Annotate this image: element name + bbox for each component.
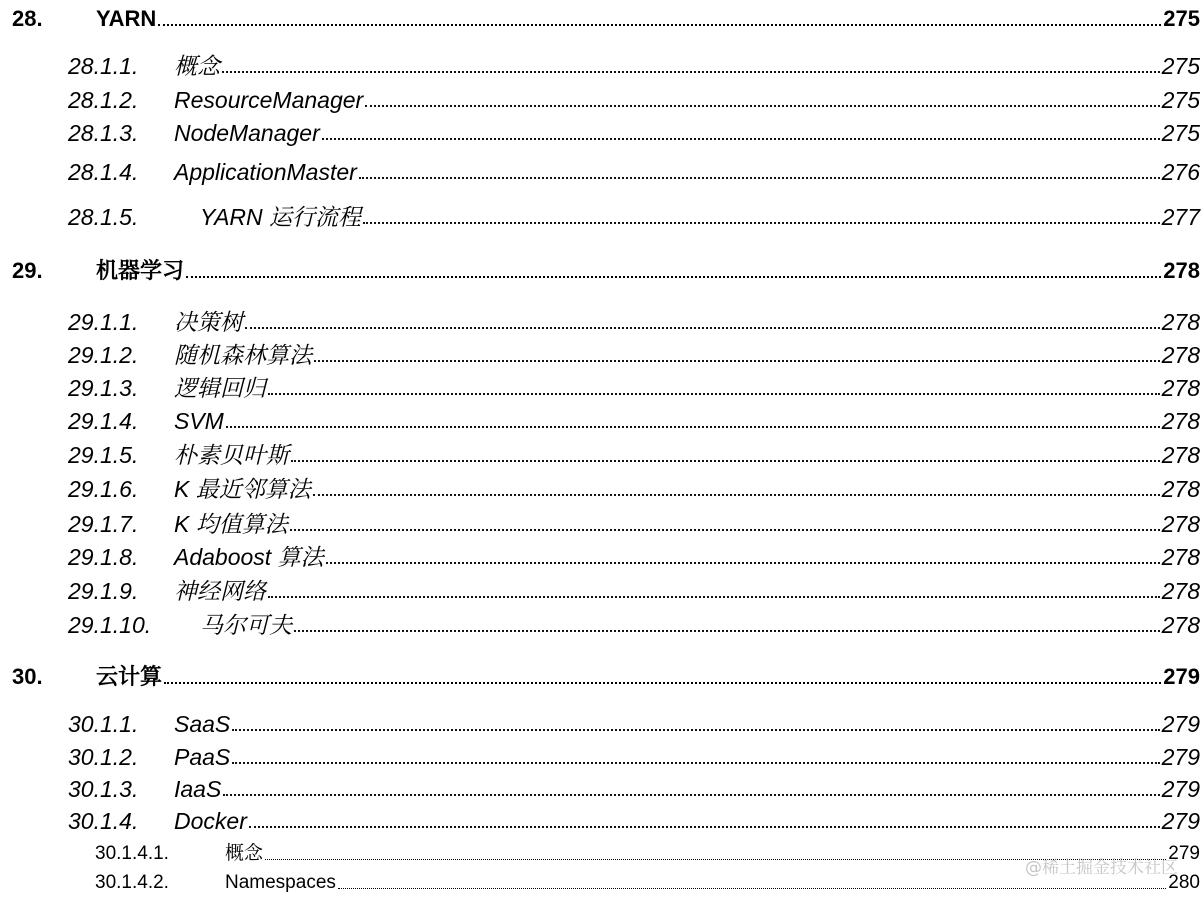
toc-entry-page: 278 [1161, 612, 1200, 638]
toc-entry-number: 28.1.5. [68, 204, 139, 230]
toc-leader-dots [294, 630, 1160, 632]
toc-entry-number: 28.1.3. [68, 120, 139, 146]
toc-entry-page: 275 [1161, 87, 1200, 113]
toc-entry[interactable] [0, 302, 1204, 334]
toc-leader-dots [223, 794, 1160, 796]
toc-leader-dots [363, 222, 1160, 224]
toc-entry-number: 29.1.5. [68, 442, 139, 468]
toc-entry-title: Docker [174, 808, 247, 834]
toc-entry[interactable] [0, 435, 1204, 467]
toc-leader-dots [313, 494, 1160, 496]
toc-entry[interactable] [0, 113, 1204, 145]
toc-entry-number: 30.1.4.2. [95, 872, 169, 893]
toc-entry-title: 马尔可夫 [200, 612, 292, 638]
toc-entry-number: 30.1.1. [68, 711, 139, 737]
toc-entry-number: 29.1.8. [68, 544, 139, 570]
toc-entry-page: 279 [1168, 843, 1200, 864]
toc-entry[interactable] [0, 769, 1204, 801]
toc-entry-page: 280 [1168, 872, 1200, 893]
toc-leader-dots [338, 888, 1166, 889]
toc-entry[interactable] [0, 835, 1204, 863]
toc-entry[interactable] [0, 469, 1204, 501]
toc-leader-dots [290, 529, 1160, 531]
toc-entry-number: 29.1.2. [68, 342, 139, 368]
toc-entry-number: 28. [12, 6, 43, 31]
toc-entry[interactable] [0, 571, 1204, 603]
toc-entry-title: ApplicationMaster [174, 159, 357, 185]
toc-chapter-entry[interactable] [0, 654, 1204, 688]
toc-entry[interactable] [0, 368, 1204, 400]
toc-leader-dots [326, 562, 1160, 564]
toc-entry-title: 神经网络 [174, 578, 266, 604]
toc-entry-number: 29.1.4. [68, 408, 139, 434]
toc-chapter-entry[interactable] [0, 0, 1204, 30]
toc-entry-page: 275 [1161, 53, 1200, 79]
toc-entry-page: 277 [1161, 204, 1200, 230]
toc-entry[interactable] [0, 737, 1204, 769]
toc-leader-dots [359, 177, 1160, 179]
toc-entry-number: 29.1.1. [68, 309, 139, 335]
toc-entry-number: 29.1.7. [68, 511, 139, 537]
toc-entry-number: 30.1.3. [68, 776, 139, 802]
toc-leader-dots [365, 105, 1160, 107]
toc-entry-page: 278 [1161, 408, 1200, 434]
toc-entry-title: 机器学习 [96, 258, 185, 283]
watermark: @稀土掘金技术社区 [1025, 858, 1178, 878]
toc-entry-title: YARN 运行流程 [200, 204, 362, 230]
toc-entry-page: 279 [1161, 744, 1200, 770]
toc-entry-title: Adaboost 算法 [174, 544, 324, 570]
toc-entry-title: ResourceManager [174, 87, 364, 113]
toc-entry-title: K 最近邻算法 [174, 476, 311, 502]
toc-entry[interactable] [0, 801, 1204, 833]
toc-entry-page: 278 [1161, 342, 1200, 368]
toc-entry[interactable] [0, 704, 1204, 736]
toc-entry-page: 275 [1163, 6, 1200, 31]
toc-entry-number: 30.1.2. [68, 744, 139, 770]
toc-entry-title: 云计算 [96, 664, 163, 689]
toc-entry-title: NodeManager [174, 120, 320, 146]
toc-entry-page: 279 [1161, 808, 1200, 834]
toc-leader-dots [158, 24, 1161, 26]
toc-leader-dots [268, 393, 1160, 395]
toc-entry-title: 逻辑回归 [174, 375, 266, 401]
toc-entry-title: SVM [174, 408, 224, 434]
toc-leader-dots [245, 327, 1160, 329]
toc-leader-dots [249, 826, 1160, 828]
toc-entry[interactable] [0, 46, 1204, 78]
toc-entry-title: 朴素贝叶斯 [174, 442, 289, 468]
toc-entry[interactable] [0, 401, 1204, 433]
toc-leader-dots [232, 729, 1160, 731]
toc-entry-page: 278 [1161, 544, 1200, 570]
toc-entry[interactable] [0, 152, 1204, 184]
toc-entry-title: 随机森林算法 [174, 342, 312, 368]
toc-entry-page: 278 [1161, 375, 1200, 401]
toc-entry-page: 278 [1161, 442, 1200, 468]
toc-entry-title: Namespaces [225, 872, 336, 893]
toc-chapter-entry[interactable] [0, 248, 1204, 282]
toc-entry[interactable] [0, 197, 1204, 229]
toc-entry-number: 29.1.10. [68, 612, 152, 638]
toc-entry-title: IaaS [174, 776, 222, 802]
toc-entry-number: 30.1.4. [68, 808, 139, 834]
toc-entry-page: 279 [1161, 776, 1200, 802]
toc-entry[interactable] [0, 504, 1204, 536]
toc-entry-number: 29.1.3. [68, 375, 139, 401]
toc-leader-dots [164, 682, 1161, 684]
toc-entry-number: 28.1.2. [68, 87, 139, 113]
toc-entry[interactable] [0, 80, 1204, 112]
toc-entry-page: 279 [1163, 664, 1200, 689]
toc-entry[interactable] [0, 537, 1204, 569]
toc-entry-number: 28.1.4. [68, 159, 139, 185]
toc-entry[interactable] [0, 864, 1204, 892]
toc-entry-page: 275 [1161, 120, 1200, 146]
toc-entry-title: 概念 [174, 53, 220, 79]
toc-entry-title: YARN [96, 6, 157, 31]
toc-entry[interactable] [0, 605, 1204, 637]
toc-leader-dots [186, 276, 1161, 278]
toc-leader-dots [268, 596, 1160, 598]
toc-entry-title: 决策树 [174, 309, 243, 335]
toc-entry-number: 29.1.6. [68, 476, 139, 502]
toc-entry-number: 29.1.9. [68, 578, 139, 604]
toc-entry-page: 278 [1161, 511, 1200, 537]
toc-entry-page: 276 [1161, 159, 1200, 185]
toc-leader-dots [322, 138, 1160, 140]
toc-entry-page: 279 [1161, 711, 1200, 737]
toc-leader-dots [291, 460, 1160, 462]
toc-leader-dots [222, 71, 1160, 73]
toc-entry-title: PaaS [174, 744, 231, 770]
toc-entry-title: 概念 [225, 843, 264, 864]
toc-entry-page: 278 [1163, 258, 1200, 283]
toc-entry-number: 28.1.1. [68, 53, 139, 79]
toc-entry-number: 30. [12, 664, 43, 689]
toc-entry-number: 29. [12, 258, 43, 283]
toc-entry-page: 278 [1161, 578, 1200, 604]
toc-leader-dots [232, 762, 1160, 764]
toc-entry-number: 30.1.4.1. [95, 843, 169, 864]
toc-leader-dots [314, 360, 1160, 362]
toc-entry-title: K 均值算法 [174, 511, 288, 537]
toc-entry[interactable] [0, 335, 1204, 367]
toc-entry-title: SaaS [174, 711, 231, 737]
toc-entry-page: 278 [1161, 309, 1200, 335]
toc-entry-page: 278 [1161, 476, 1200, 502]
toc-leader-dots [226, 426, 1160, 428]
